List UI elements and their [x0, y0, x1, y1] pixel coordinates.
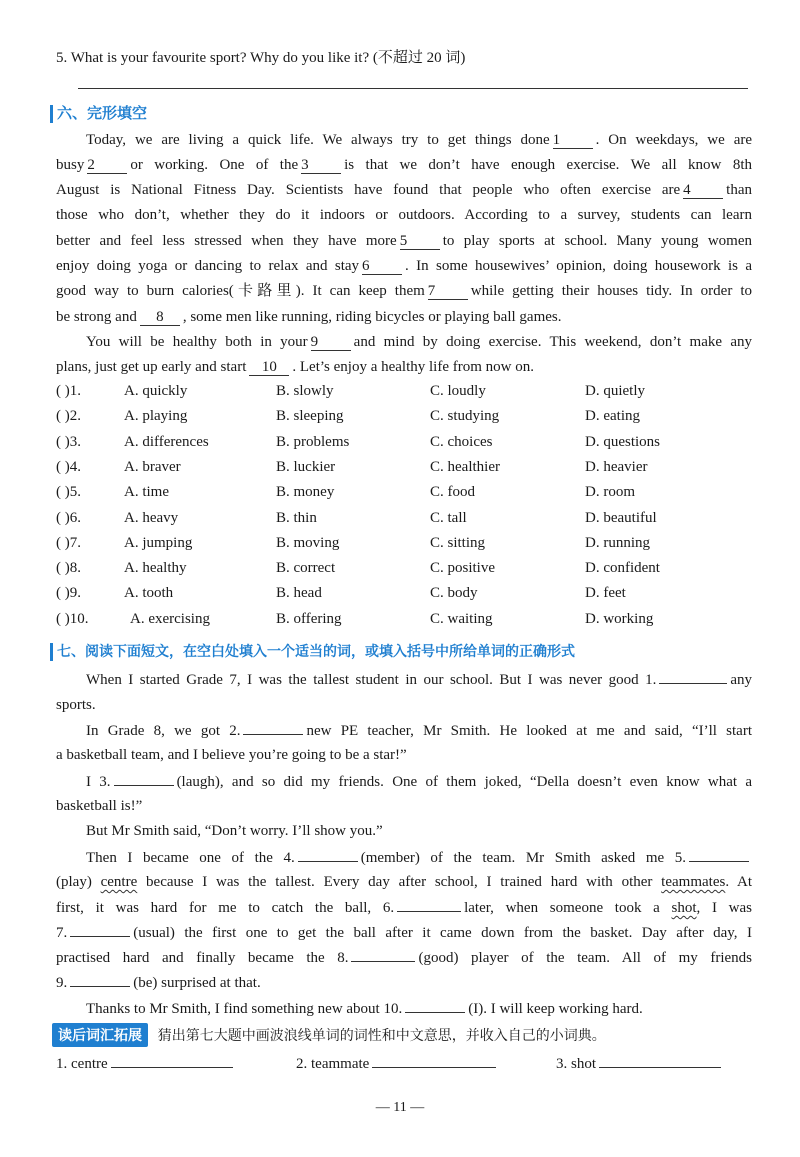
option-b: B. problems [276, 433, 350, 450]
option-d: D. working [585, 610, 654, 627]
vocab-instruction: 猜出第七大题中画波浪线单词的词性和中文意思，并收入自己的小词典。 [157, 1028, 606, 1044]
blank-s7-1[interactable] [659, 669, 727, 684]
option-d: D. beautiful [585, 509, 657, 526]
option-c: C. choices [430, 433, 493, 450]
option-a: A. differences [124, 433, 209, 450]
passage-line: Then I became one of the 4. (member) of the team. Mr Smith asked me 5. [86, 847, 752, 868]
option-b: B. sleeping [276, 408, 344, 425]
question-5: 5. What is your favourite sport? Why do you like it? (不超过 20 词) [56, 50, 466, 66]
vocab-item-1: 1. centre [56, 1053, 236, 1073]
option-a: A. braver [124, 458, 181, 475]
passage-line: basketball is!” [56, 798, 143, 814]
wavy-word-teammates: teammates [661, 874, 726, 890]
blank-s7-2[interactable] [243, 720, 303, 735]
option-a: A. time [124, 484, 169, 501]
passage-line: When I started Grade 7, I was the tallest student in our school. But I was never good 1. any [86, 669, 752, 690]
wavy-word-centre: centre [100, 874, 138, 890]
question-number[interactable]: ( )1. [56, 383, 81, 399]
question-number[interactable]: ( )10. [56, 610, 89, 627]
blank-s7-4[interactable] [298, 847, 358, 862]
passage-line: be strong and 8 , some men like running, riding bicycles or playing ball games. [56, 309, 562, 325]
option-c: C. healthier [430, 458, 500, 475]
blank-7[interactable]: 7 [428, 283, 468, 300]
option-c: C. body [430, 585, 478, 602]
blank-4[interactable]: 4 [683, 182, 723, 199]
blank-3[interactable]: 3 [301, 157, 341, 174]
passage-line: I 3. (laugh), and so did my friends. One of them joked, “Della doesn’t even know what a [86, 771, 752, 792]
option-c: C. loudly [430, 383, 486, 399]
blank-s7-3[interactable] [114, 771, 174, 786]
heading-bar [50, 105, 53, 123]
question-number[interactable]: ( )3. [56, 433, 81, 450]
option-d: D. questions [585, 433, 660, 450]
blank-s7-5[interactable] [689, 847, 749, 862]
blank-1[interactable]: 1 [553, 132, 593, 149]
passage-line: plans, just get up early and start 10 . Let’s enjoy a healthy life from now on. [56, 359, 534, 375]
option-c: C. studying [430, 408, 500, 425]
passage-line: 9. (be) surprised at that. [56, 972, 752, 993]
question-number[interactable]: ( )9. [56, 585, 81, 602]
blank-8[interactable]: 8 [140, 309, 180, 326]
passage-line: But Mr Smith said, “Don’t worry. I’ll show you.” [86, 823, 383, 839]
option-a: A. healthy [124, 560, 187, 577]
passage-line: better and feel less stressed when they have more 5 to play sports at school. Many young women [56, 233, 752, 249]
section-6-heading: 六、完形填空 [50, 102, 147, 123]
passage-line: good way to burn calories(卡路里). It can keep them 7 while getting their houses tidy. In order to [56, 283, 752, 299]
passage-line: those who don’t, whether they do it indoors or outdoors. According to a survey, students can learn [56, 207, 752, 223]
option-a: A. exercising [130, 610, 210, 627]
question-number[interactable]: ( )5. [56, 484, 81, 501]
option-a: A. playing [124, 408, 188, 425]
question-number[interactable]: ( )6. [56, 509, 81, 526]
blank-s7-7[interactable] [70, 922, 130, 937]
wavy-word-shot: shot [671, 900, 697, 916]
option-b: B. head [276, 585, 322, 602]
passage-line: You will be healthy both in your 9 and mind by doing exercise. This weekend, don’t make any [86, 334, 752, 350]
blank-s7-9[interactable] [70, 972, 130, 987]
passage-line: enjoy doing yoga or dancing to relax and stay 6 . In some housewives’ opinion, doing housework is a [56, 258, 752, 274]
blank-2[interactable]: 2 [87, 157, 127, 174]
section-7-heading: 七、阅读下面短文，在空白处填入一个适当的词，或填入括号中所给单词的正确形式 [50, 641, 575, 661]
blank-s7-8[interactable] [351, 947, 415, 962]
option-a: A. heavy [124, 509, 179, 526]
option-d: D. room [585, 484, 635, 501]
option-a: A. quickly [124, 383, 188, 399]
option-c: C. waiting [430, 610, 493, 627]
option-b: B. thin [276, 509, 317, 526]
passage-line: first, it was hard for me to catch the ball, 6. later, when someone took a shot, I was [56, 897, 752, 918]
passage-line: 7. (usual) the first one to get the ball after it came down from the basket. Day after day, I [56, 922, 752, 943]
option-b: B. correct [276, 560, 336, 577]
passage-line: In Grade 8, we got 2. new PE teacher, Mr Smith. He looked at me and said, “I’ll start [86, 720, 752, 741]
passage-line: (play) centre because I was the tallest. Every day after school, I trained hard with other teammates. At [56, 874, 753, 890]
option-c: C. food [430, 484, 475, 501]
vocab-item-3: 3. shot [556, 1053, 724, 1073]
option-d: D. running [585, 534, 650, 551]
option-c: C. sitting [430, 534, 486, 551]
vocab-extension [52, 1023, 606, 1047]
passage-line: practised hard and finally became the 8. (good) player of the team. All of my friends [56, 947, 752, 968]
option-d: D. heavier [585, 458, 648, 475]
blank-5[interactable]: 5 [400, 233, 440, 250]
option-d: D. quietly [585, 383, 645, 399]
option-b: B. luckier [276, 458, 336, 475]
blank-s7-6[interactable] [397, 897, 461, 912]
answer-line-q5[interactable] [78, 88, 748, 89]
option-b: B. moving [276, 534, 340, 551]
question-number[interactable]: ( )7. [56, 534, 81, 551]
passage-line: a basketball team, and I believe you’re going to be a star!” [56, 747, 407, 763]
page-number: — 11 — [375, 1100, 425, 1115]
passage-line: busy 2 or working. One of the 3 is that we don’t have enough exercise. We all know 8th [56, 157, 752, 173]
option-d: D. feet [585, 585, 626, 602]
question-number[interactable]: ( )4. [56, 458, 81, 475]
passage-line: sports. [56, 697, 96, 713]
option-b: B. offering [276, 610, 342, 627]
vocab-answer-1[interactable] [111, 1053, 233, 1068]
question-number[interactable]: ( )8. [56, 560, 81, 577]
blank-9[interactable]: 9 [311, 334, 351, 351]
blank-10[interactable]: 10 [249, 359, 289, 376]
vocab-item-2: 2. teammate [296, 1053, 499, 1073]
passage-line: Today, we are living a quick life. We always try to get things done 1 . On weekdays, we are [86, 132, 752, 148]
option-a: A. tooth [124, 585, 174, 602]
blank-6[interactable]: 6 [362, 258, 402, 275]
question-number[interactable]: ( )2. [56, 408, 81, 425]
option-b: B. money [276, 484, 335, 501]
option-c: C. tall [430, 509, 467, 526]
option-d: D. eating [585, 408, 640, 425]
option-b: B. slowly [276, 383, 334, 399]
blank-s7-10[interactable] [405, 998, 465, 1013]
heading-bar [50, 643, 53, 661]
vocab-answer-2[interactable] [372, 1053, 496, 1068]
vocab-tag: 读后词汇拓展 [52, 1023, 148, 1047]
vocab-answer-3[interactable] [599, 1053, 721, 1068]
option-d: D. confident [585, 560, 660, 577]
option-c: C. positive [430, 560, 496, 577]
passage-line: August is National Fitness Day. Scientists have found that people who often exercise are 4 than [56, 182, 752, 198]
passage-line: Thanks to Mr Smith, I find something new about 10. (I). I will keep working hard. [86, 998, 752, 1019]
option-a: A. jumping [124, 534, 193, 551]
